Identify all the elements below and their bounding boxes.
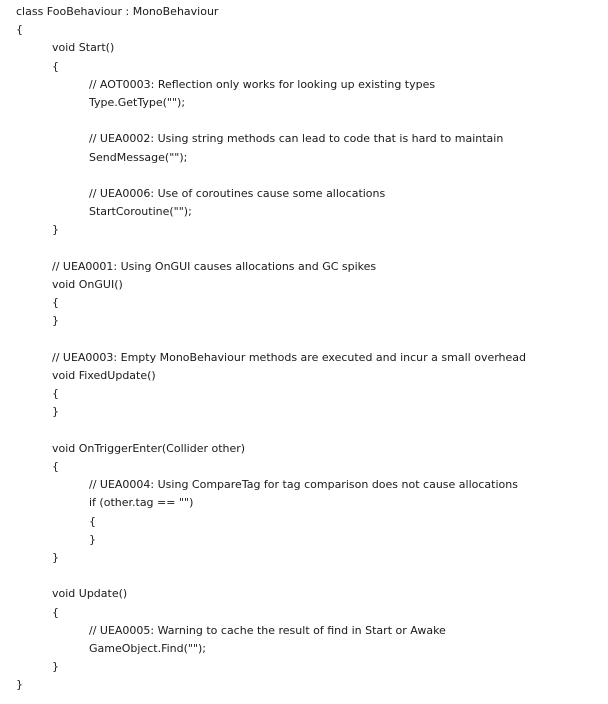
code-line: // UEA0002: Using string methods can lead to code that is hard to maintain (89, 132, 504, 146)
code-line: // UEA0001: Using OnGUI causes allocations and GC spikes (52, 259, 377, 273)
code-line: { (52, 387, 59, 401)
code-line: // UEA0004: Using CompareTag for tag comparison does not cause allocations (89, 478, 518, 492)
code-line: } (52, 551, 59, 564)
code-line: GameObject.Find(""); (89, 642, 207, 655)
code-line: { (52, 460, 59, 473)
code-line: // UEA0006: Use of coroutines cause some allocations (89, 187, 386, 200)
code-line: { (52, 296, 59, 310)
code-line: StartCoroutine(""); (89, 205, 192, 219)
code-line: } (52, 660, 59, 674)
code-line: // UEA0005: Warning to cache the result of find in Start or Awake (89, 623, 446, 637)
code-line: void Update() (52, 587, 128, 601)
code-line: void OnGUI() (52, 278, 123, 291)
code-line: void FixedUpdate() (52, 369, 156, 382)
code-line: } (52, 314, 59, 328)
code-line: SendMessage(""); (89, 150, 188, 164)
code-line: { (52, 59, 59, 73)
code-line: if (other.tag == "") (89, 496, 194, 510)
code-line: } (52, 223, 59, 237)
code-line: void Start() (52, 41, 115, 55)
code-line: { (89, 514, 96, 528)
code-line: void OnTriggerEnter(Collider other) (52, 441, 246, 455)
code-line: // AOT0003: Reflection only works for looking up existing types (89, 77, 436, 91)
code-line: } (89, 532, 96, 546)
code-line: { (16, 23, 23, 37)
code-line: // UEA0003: Empty MonoBehaviour methods are executed and incur a small overhead (52, 350, 527, 364)
code-line: Type.GetType(""); (89, 96, 186, 109)
code-line: class FooBehaviour : MonoBehaviour (16, 5, 219, 18)
code-line: } (52, 405, 59, 419)
code-line: } (16, 678, 23, 692)
code-line: { (52, 605, 59, 619)
